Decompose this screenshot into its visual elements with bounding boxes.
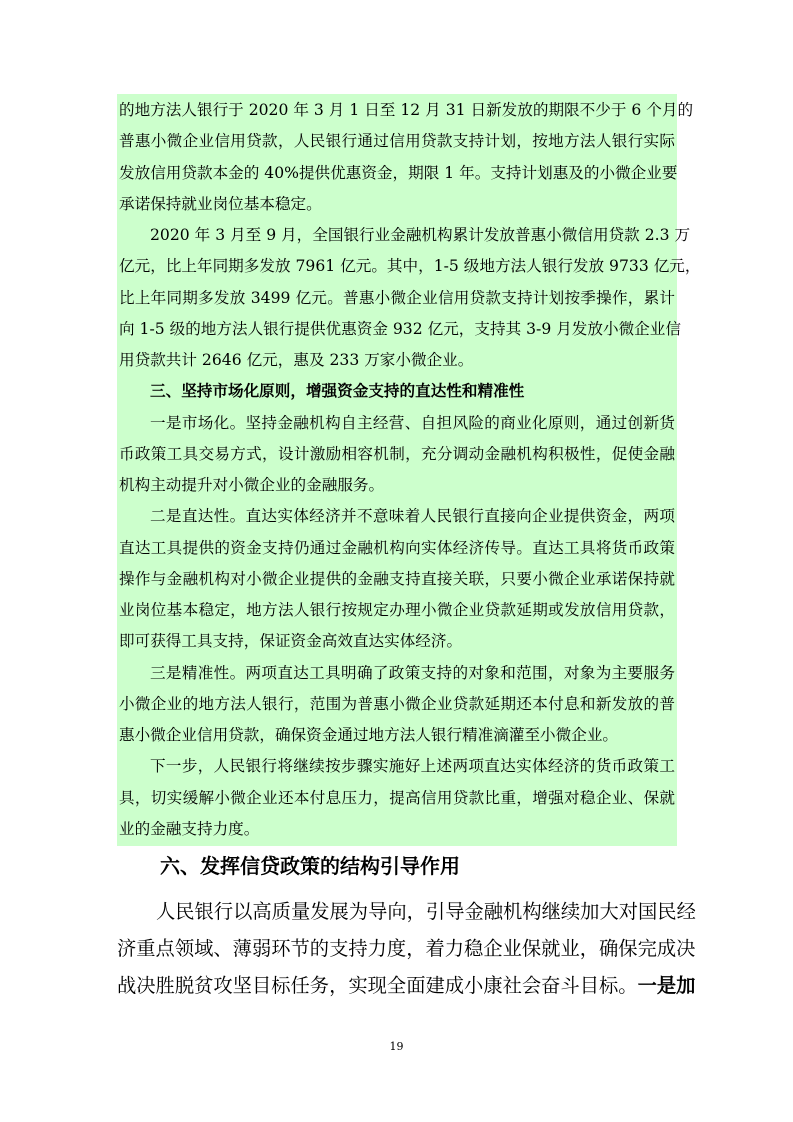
text-line: 即可获得工具支持，保证资金高效直达实体经济。 [119, 632, 463, 651]
text-line: 用贷款共计 2646 亿元，惠及 233 万家小微企业。 [119, 351, 474, 369]
text-line: 比上年同期多发放 3499 亿元。普惠小微企业信用贷款支持计划按季操作，累计 [119, 288, 675, 307]
text-line [117, 967, 696, 1004]
text-line: 2020 年 3 月至 9 月，全国银行业金融机构累计发放普惠小微信用贷款 2.3 万 [150, 226, 691, 244]
text-line: 人民银行以高质量发展为导向，引导金融机构继续加大对国民经 [156, 900, 696, 923]
text-line: 业的金融支持力度。 [119, 819, 260, 838]
text-line: 惠小微企业信用贷款，确保资金通过地方法人银行精准滴灌至小微企业。 [119, 726, 619, 744]
section-heading: 六、发挥信贷政策的结构引导作用 [160, 854, 460, 878]
text-line: 小微企业的地方法人银行，范围为普惠小微企业贷款延期还本付息和新发放的普 [119, 694, 675, 713]
page-number: 19 [389, 1040, 404, 1053]
text-line: 下一步，人民银行将继续按步骤实施好上述两项直达实体经济的货币政策工 [150, 757, 675, 776]
paragraph-direct [119, 501, 675, 657]
text-line: 币政策工具交易方式，设计激励相容机制，充分调动金融机构积极性，促使金融 [119, 444, 675, 463]
text-line: 亿元，比上年同期多发放 7961 亿元。其中，1-5 级地方法人银行发放 9733 亿元， [119, 257, 701, 276]
paragraph-precision [119, 658, 675, 752]
text-span: 战决胜脱贫攻坚目标任务，实现全面建成小康社会奋斗目标。 [117, 974, 638, 997]
text-line: 发放信用贷款本金的 40%提供优惠资金，期限 1 年。支持计划惠及的小微企业要 [119, 163, 678, 182]
text-line: 向 1-5 级的地方法人银行提供优惠资金 932 亿元，支持其 3-9 月发放小微企业信 [119, 319, 681, 338]
section-body [117, 893, 696, 1004]
subsection-heading: 三、坚持市场化原则，增强资金支持的直达性和精准性 [150, 382, 525, 401]
paragraph-next-step [119, 751, 675, 845]
text-line: 的地方法人银行于 2020 年 3 月 1 日至 12 月 31 日新发放的期限不少于 6 个月的 [119, 101, 694, 119]
text-line: 机构主动提升对小微企业的金融服务。 [119, 476, 385, 494]
text-line: 业岗位基本稳定，地方法人银行按规定办理小微企业贷款延期或发放信用贷款， [119, 601, 675, 619]
text-line: 直达工具提供的资金支持仍通过金融机构向实体经济传导。直达工具将货币政策 [119, 538, 675, 557]
paragraph-statistics [119, 220, 701, 376]
text-line: 二是直达性。直达实体经济并不意味着人民银行直接向企业提供资金，两项 [150, 507, 675, 526]
paragraph-market [119, 408, 675, 502]
bold-text: 一是加 [637, 974, 696, 997]
paragraph-credit-plan [119, 95, 694, 220]
text-line: 操作与金融机构对小微企业提供的金融支持直接关联，只要小微企业承诺保持就 [119, 569, 675, 588]
text-line: 济重点领域、薄弱环节的支持力度，着力稳企业保就业，确保完成决 [117, 937, 696, 960]
text-line: 承诺保持就业岗位基本稳定。 [119, 194, 322, 213]
highlighted-text [119, 95, 701, 845]
text-line: 一是市场化。坚持金融机构自主经营、自担风险的商业化原则，通过创新货 [150, 413, 675, 432]
text-line: 普惠小微企业信用贷款，人民银行通过信用贷款支持计划，按地方法人银行实际 [119, 132, 675, 151]
text-line: 具，切实缓解小微企业还本付息压力，提高信用贷款比重，增强对稳企业、保就 [119, 788, 675, 807]
text-line: 三是精准性。两项直达工具明确了政策支持的对象和范围，对象为主要服务 [150, 663, 675, 682]
